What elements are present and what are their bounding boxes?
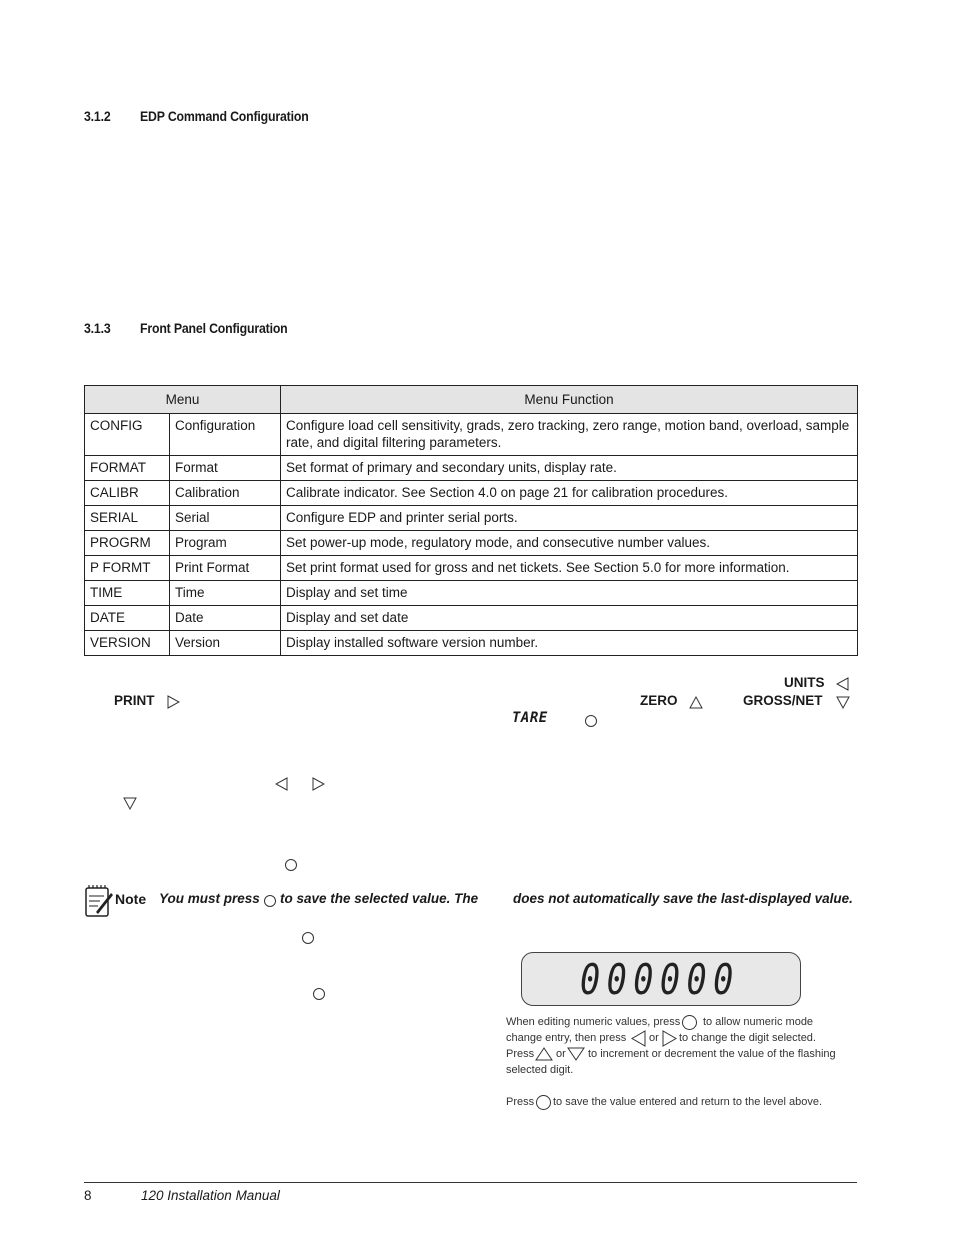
units-key-label: UNITS (784, 675, 825, 690)
note-label: Note (115, 891, 147, 907)
lcd-digits: 000000 (580, 955, 740, 1004)
caption-text: When editing numeric values, press (506, 1016, 681, 1028)
menu-name: Version (170, 631, 281, 656)
triangle-left-icon (631, 1030, 646, 1047)
print-key-label: PRINT (114, 693, 155, 708)
circle-key-icon (302, 932, 314, 944)
note-text: You must press (159, 891, 260, 906)
caption-text: change entry, then press (506, 1032, 627, 1044)
triangle-right-icon (662, 1030, 677, 1047)
table-row (85, 606, 858, 631)
circle-key-icon (585, 715, 597, 727)
triangle-left-icon (275, 777, 289, 791)
menu-code: CALIBR (85, 481, 170, 506)
table-row (85, 414, 858, 456)
caption-text: to change the digit selected. (679, 1032, 816, 1044)
caption-text: to increment or decrement the value of the flashing (588, 1048, 836, 1060)
circle-key-icon (682, 1015, 697, 1030)
menu-code: SERIAL (85, 506, 170, 531)
menu-function: Display and set date (281, 606, 858, 631)
gross-net-key-label: GROSS/NET (743, 693, 823, 708)
menu-code: CONFIG (85, 414, 170, 456)
menu-name: Calibration (170, 481, 281, 506)
caption-text: to save the value entered and return to the level above. (553, 1096, 823, 1108)
note-text: does not automatically save the last-displayed value. (513, 891, 853, 906)
menu-code: DATE (85, 606, 170, 631)
table-row (85, 581, 858, 606)
menu-code: VERSION (85, 631, 170, 656)
table-row (85, 481, 858, 506)
triangle-up-icon (689, 695, 703, 709)
menu-name: Date (170, 606, 281, 631)
circle-key-icon (285, 859, 297, 871)
menu-name: Format (170, 456, 281, 481)
circle-key-icon (264, 895, 276, 907)
menu-name: Configuration (170, 414, 281, 456)
menu-function: Display and set time (281, 581, 858, 606)
note-pad-icon (84, 884, 114, 918)
caption-text: Press (506, 1048, 535, 1060)
tare-key-label: TARE (512, 710, 548, 726)
menu-code: FORMAT (85, 456, 170, 481)
caption-text: Press (506, 1096, 535, 1108)
menu-code: P FORMT (85, 556, 170, 581)
zero-key-label: ZERO (640, 693, 678, 708)
triangle-down-icon (567, 1047, 585, 1061)
page-number: 8 (84, 1188, 92, 1203)
menu-name: Program (170, 531, 281, 556)
menu-function: Set print format used for gross and net tickets. See Section 5.0 for more information. (281, 556, 858, 581)
caption-text: or (649, 1032, 659, 1044)
triangle-down-icon (123, 796, 137, 810)
caption-text: or (556, 1048, 566, 1060)
caption-text: to allow numeric mode (703, 1016, 814, 1028)
triangle-left-icon (836, 677, 850, 691)
circle-key-icon (313, 988, 325, 1000)
table-row (85, 506, 858, 531)
triangle-right-icon (166, 695, 180, 709)
caption-line (506, 1014, 680, 1030)
triangle-right-icon (311, 777, 325, 791)
manual-title: 120 Installation Manual (141, 1188, 280, 1203)
table-row (85, 456, 858, 481)
menu-table (84, 385, 858, 656)
menu-code: TIME (85, 581, 170, 606)
caption-text: selected digit. (506, 1064, 574, 1076)
section-number: 3.1.3 (84, 320, 111, 336)
table-row (85, 631, 858, 656)
menu-function: Display installed software version number. (281, 631, 858, 656)
menu-function: Configure EDP and printer serial ports. (281, 506, 858, 531)
header-menu: Menu (85, 386, 281, 414)
section-title: EDP Command Configuration (140, 108, 309, 124)
menu-function: Set power-up mode, regulatory mode, and consecutive number values. (281, 531, 858, 556)
triangle-down-icon (836, 695, 850, 709)
header-menu-function: Menu Function (281, 386, 858, 414)
table-row (85, 556, 858, 581)
table-header-row (85, 386, 858, 414)
menu-function: Calibrate indicator. See Section 4.0 on page 21 for calibration procedures. (281, 481, 858, 506)
menu-function: Configure load cell sensitivity, grads, zero tracking, zero range, motion band, overload, sample rate, and digital filtering parameters. (281, 414, 858, 456)
menu-name: Print Format (170, 556, 281, 581)
menu-function: Set format of primary and secondary units, display rate. (281, 456, 858, 481)
menu-code: PROGRM (85, 531, 170, 556)
circle-key-icon (536, 1095, 551, 1110)
table-row (85, 531, 858, 556)
section-number: 3.1.2 (84, 108, 111, 124)
triangle-up-icon (535, 1047, 553, 1061)
section-title: Front Panel Configuration (140, 320, 288, 336)
lcd-display (521, 952, 801, 1006)
note-text: to save the selected value. The (280, 891, 479, 906)
menu-name: Serial (170, 506, 281, 531)
menu-name: Time (170, 581, 281, 606)
footer-rule (84, 1182, 857, 1183)
